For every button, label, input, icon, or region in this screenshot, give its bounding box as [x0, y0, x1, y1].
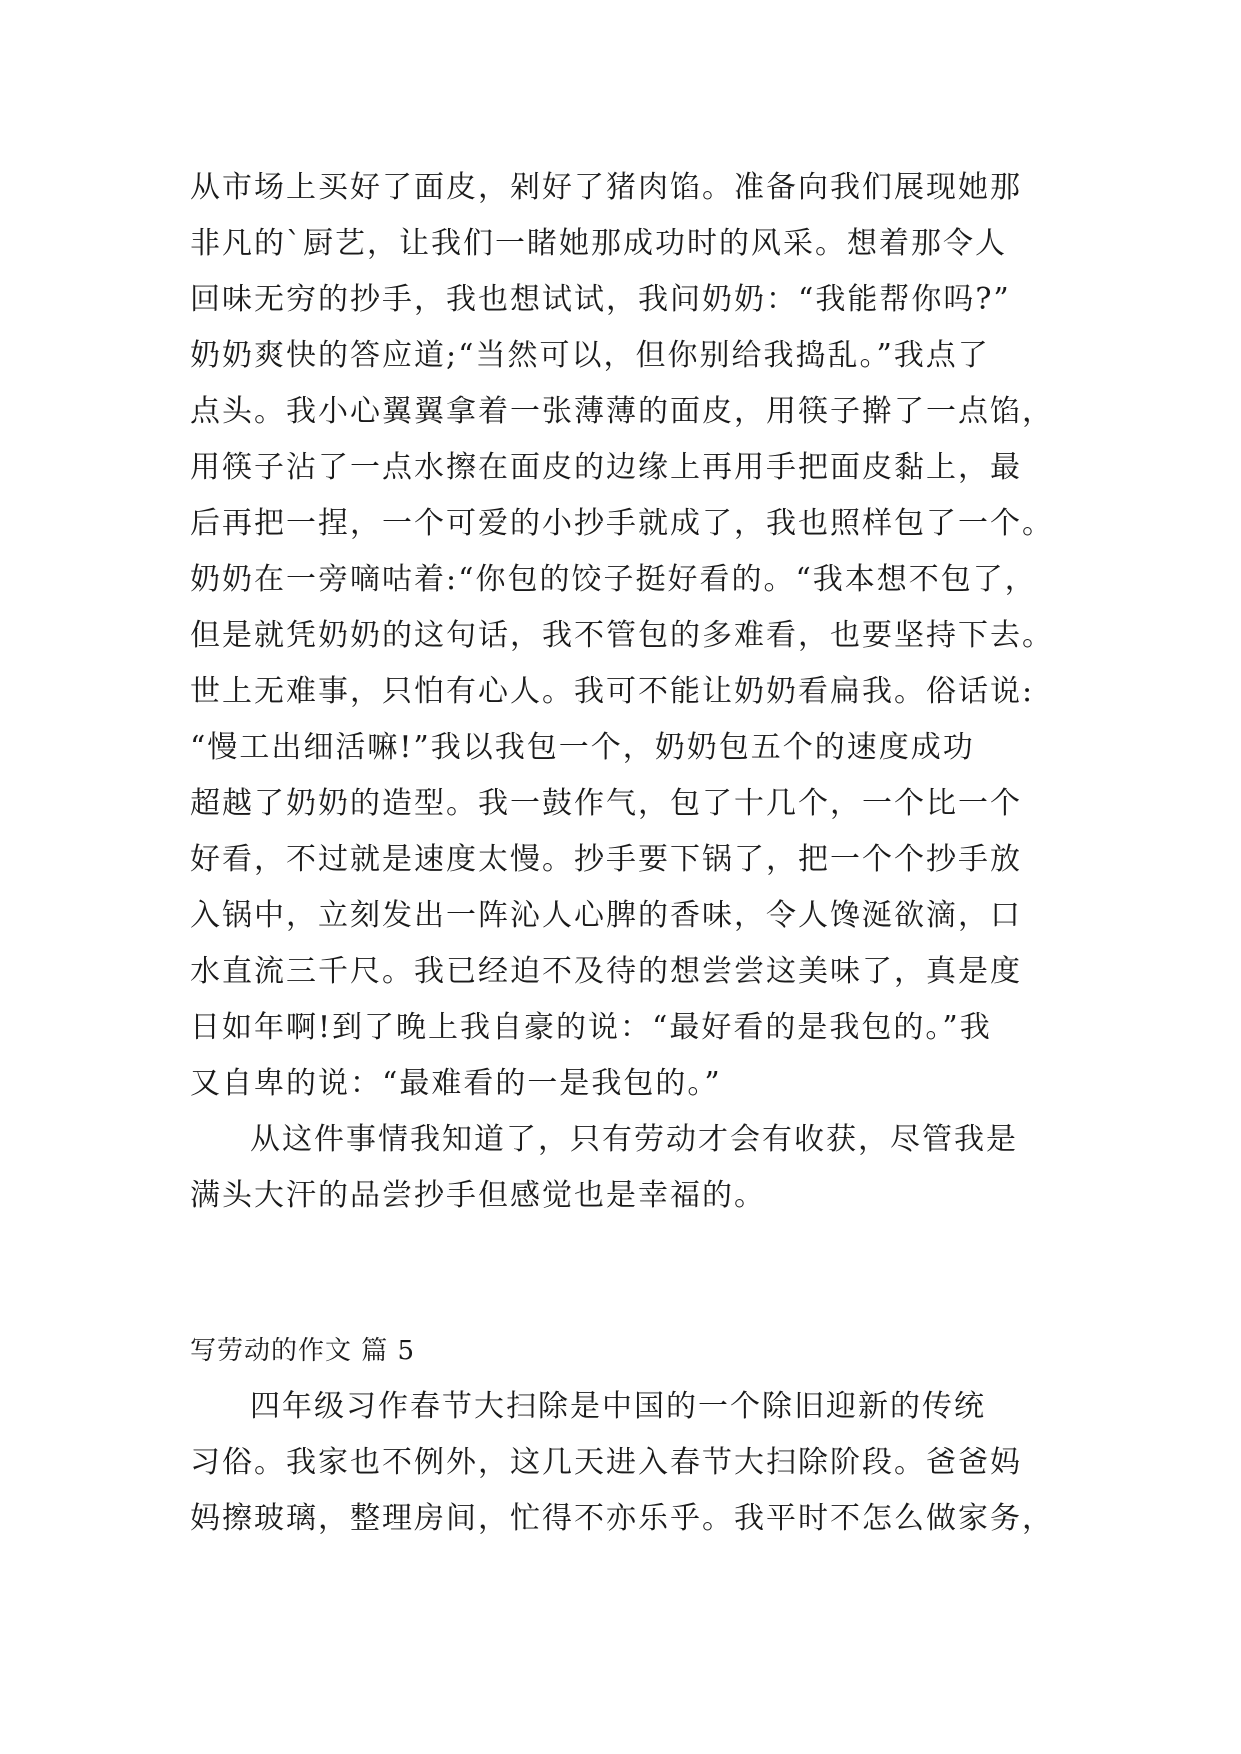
text-line: 世上无难事，只怕有心人。我可不能让奶奶看扁我。俗话说: — [190, 674, 1035, 709]
text-line: 好看，不过就是速度太慢。抄手要下锅了，把一个个抄手放 — [190, 842, 1022, 877]
text-line: 点头。我小心翼翼拿着一张薄薄的面皮，用筷子擀了一点馅， — [190, 394, 1054, 429]
text-line: 用筷子沾了一点水擦在面皮的边缘上再用手把面皮黏上，最 — [190, 450, 1022, 485]
text-line: 妈擦玻璃，整理房间，忙得不亦乐乎。我平时不怎么做家务， — [190, 1501, 1054, 1536]
paragraph-conclusion — [190, 1112, 1070, 1224]
text-line: “慢工出细活嘛!”我以我包一个，奶奶包五个的速度成功 — [190, 730, 975, 765]
text-line: 又自卑的说：“最难看的一是我包的。” — [190, 1066, 722, 1101]
text-line: 从市场上买好了面皮，剁好了猪肉馅。准备向我们展现她那 — [190, 170, 1022, 205]
text-line: 奶奶爽快的答应道;“当然可以，但你别给我捣乱。”我点了 — [190, 338, 990, 373]
text-line: 回味无穷的抄手，我也想试试，我问奶奶：“我能帮你吗?” — [190, 282, 1011, 317]
text-line: 后再把一捏，一个可爱的小抄手就成了，我也照样包了一个。 — [190, 506, 1054, 541]
text-line: 习俗。我家也不例外，这几天进入春节大扫除阶段。爸爸妈 — [190, 1445, 1022, 1480]
text-line: 四年级习作春节大扫除是中国的一个除旧迎新的传统 — [250, 1389, 986, 1424]
text-line: 超越了奶奶的造型。我一鼓作气，包了十几个，一个比一个 — [190, 786, 1022, 821]
section-heading: 写劳动的作文 篇 5 — [190, 1336, 416, 1366]
text-line: 从这件事情我知道了，只有劳动才会有收获，尽管我是 — [250, 1122, 1018, 1157]
paragraph-continued — [190, 160, 1070, 1112]
section-paragraph — [190, 1379, 1070, 1547]
text-line: 水直流三千尺。我已经迫不及待的想尝尝这美味了，真是度 — [190, 954, 1022, 989]
text-line: 但是就凭奶奶的这句话，我不管包的多难看，也要坚持下去。 — [190, 618, 1054, 653]
text-line: 满头大汗的品尝抄手但感觉也是幸福的。 — [190, 1178, 766, 1213]
text-line: 奶奶在一旁嘀咕着:“你包的饺子挺好看的。“我本想不包了， — [190, 562, 1037, 597]
text-line: 入锅中，立刻发出一阵沁人心脾的香味，令人馋涎欲滴，口 — [190, 898, 1022, 933]
text-line: 日如年啊!到了晚上我自豪的说：“最好看的是我包的。”我 — [190, 1010, 992, 1045]
text-line: 非凡的`厨艺，让我们一睹她那成功时的风采。想着那令人 — [190, 226, 1007, 261]
